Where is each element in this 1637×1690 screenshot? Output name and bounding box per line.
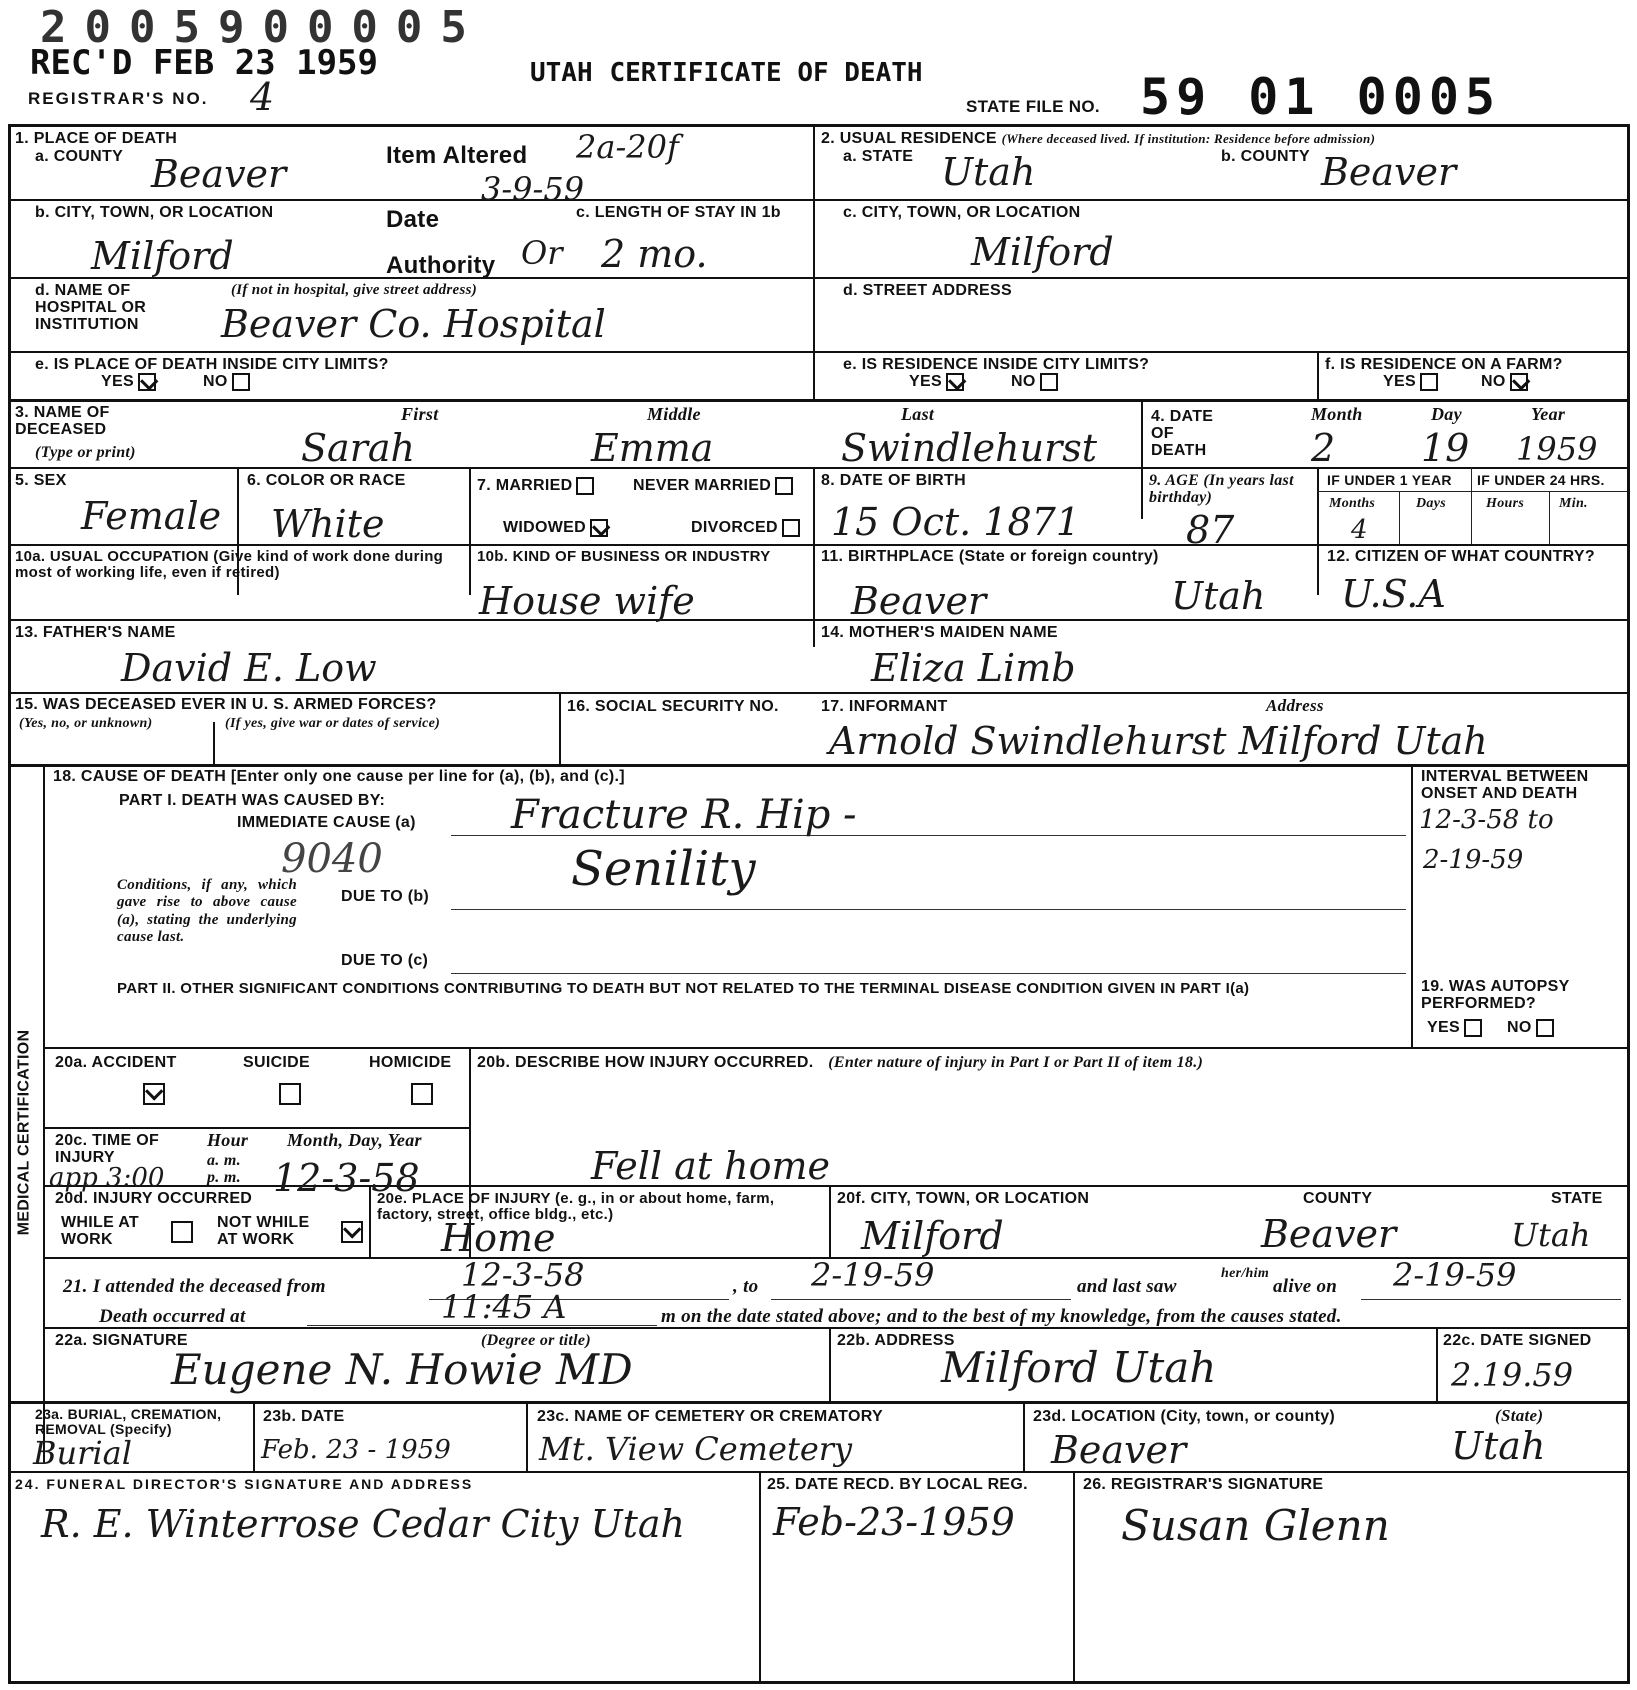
death-occurred-at-value: 11:45 A [441, 1288, 567, 1326]
autopsy-label: 19. WAS AUTOPSY PERFORMED? [1421, 978, 1570, 1012]
injury-description-value: Fell at home [591, 1144, 831, 1188]
burial-state-label: (State) [1495, 1406, 1544, 1425]
place-of-death-label: 1. PLACE OF DEATH [15, 130, 178, 147]
autopsy-yes-checkbox[interactable] [1464, 1019, 1482, 1037]
hospital-label: d. NAME OF HOSPITAL OR INSTITUTION [35, 282, 147, 333]
time-of-injury-hour: app 3:00 [49, 1163, 165, 1193]
residence-city-value: Milford [971, 230, 1114, 274]
burial-state-value: Utah [1451, 1424, 1546, 1468]
part1-label: PART I. DEATH WAS CAUSED BY: [119, 792, 386, 809]
married-text: 7. MARRIED [477, 477, 573, 495]
armed-forces-note-2: (If yes, give war or dates of service) [225, 716, 441, 731]
interval-value-1: 12-3-58 to [1419, 805, 1554, 835]
physician-signature: Eugene N. Howie MD [171, 1345, 633, 1394]
interval-value-2: 2-19-59 [1423, 845, 1524, 875]
death-inside-yes [101, 373, 156, 391]
degree-label: (Degree or title) [481, 1332, 591, 1349]
deceased-name-label: 3. NAME OF DECEASED [15, 404, 110, 438]
medical-certification-side-label: MEDICAL CERTIFICATION [15, 1029, 33, 1236]
stay-label: c. LENGTH OF STAY IN 1b [576, 204, 781, 221]
death-city-value: Milford [91, 234, 234, 278]
title-main: CERTIFICATE OF DEATH [609, 58, 923, 88]
never-married-text: NEVER MARRIED [633, 477, 772, 495]
alteration-date-value: 3-9-59 [481, 170, 585, 208]
months-value: 4 [1351, 515, 1368, 545]
time-of-injury-label: 20c. TIME OF INJURY [55, 1132, 160, 1166]
widowed-text: WIDOWED [503, 519, 586, 537]
deceased-name-note: (Type or print) [35, 444, 136, 461]
burial-date-value: Feb. 23 - 1959 [261, 1435, 451, 1465]
married-label [477, 477, 594, 495]
due-to-b-label: DUE TO (b) [341, 888, 430, 905]
married-checkbox[interactable] [576, 477, 594, 495]
residence-state-label: a. STATE [843, 148, 914, 165]
farm-label: f. IS RESIDENCE ON A FARM? [1325, 356, 1563, 373]
informant-label: 17. INFORMANT [821, 698, 948, 715]
authority-value: Or [521, 234, 563, 272]
no-label: NO [203, 373, 228, 391]
yes-label: YES [909, 373, 942, 391]
farm-yes-checkbox[interactable] [1420, 373, 1438, 391]
death-inside-no [203, 373, 250, 391]
burial-method-label: 23a. BURIAL, CREMATION, REMOVAL (Specify) [35, 1406, 222, 1437]
suicide-checkbox[interactable] [279, 1083, 301, 1105]
divorced-label [691, 519, 800, 537]
age-label: 9. AGE (In years last birthday) [1149, 472, 1294, 506]
never-married-label [633, 477, 793, 495]
death-inside-no-checkbox[interactable] [232, 373, 250, 391]
death-county-value: Beaver [151, 152, 287, 196]
injury-state-label: STATE [1551, 1190, 1603, 1207]
cause-of-death-label: 18. CAUSE OF DEATH [Enter only one cause per line for (a), (b), and (c).] [53, 768, 625, 785]
residence-county-value: Beaver [1321, 150, 1457, 194]
injury-description-note: (Enter nature of injury in Part I or Part II of item 18.) [828, 1054, 1204, 1071]
physician-address-value: Milford Utah [941, 1343, 1217, 1392]
alteration-date-label: Date [386, 206, 440, 233]
attended-from-value: 12-3-58 [461, 1256, 585, 1294]
dob-value: 15 Oct. 1871 [831, 500, 1081, 544]
birthplace-city-value: Beaver [851, 579, 987, 623]
no-label: NO [1011, 373, 1036, 391]
date-signed-label: 22c. DATE SIGNED [1443, 1332, 1592, 1349]
due-to-b-value: Senility [571, 841, 756, 897]
death-occurred-at-label: Death occurred at [99, 1306, 246, 1327]
injury-county-value: Beaver [1261, 1212, 1397, 1256]
under-1-year-label: IF UNDER 1 YEAR [1327, 472, 1452, 488]
registrar-no-value: 4 [250, 75, 275, 119]
burial-date-label: 23b. DATE [263, 1408, 345, 1425]
yes-label: YES [101, 373, 134, 391]
registrar-no-label: REGISTRAR'S NO. [28, 89, 209, 108]
father-name-label: 13. FATHER'S NAME [15, 624, 176, 641]
injury-state-value: Utah [1511, 1216, 1591, 1254]
residence-inside-limits-label: e. IS RESIDENCE INSIDE CITY LIMITS? [843, 356, 1150, 373]
dod-year-value: 1959 [1516, 430, 1598, 468]
homicide-label: HOMICIDE [369, 1054, 452, 1071]
widowed-label [503, 519, 608, 537]
months-label: Months [1329, 496, 1376, 511]
alive-on-label: alive on [1273, 1276, 1338, 1297]
armed-forces-label: 15. WAS DECEASED EVER IN U. S. ARMED FORCES? [15, 696, 437, 713]
injury-city-value: Milford [861, 1214, 1004, 1258]
yes-label: YES [1383, 373, 1416, 391]
days-label: Days [1416, 496, 1446, 511]
cemetery-value: Mt. View Cemetery [539, 1430, 853, 1468]
title-state: UTAH [530, 58, 593, 88]
stay-value: 2 mo. [601, 232, 708, 276]
residence-inside-yes-checkbox[interactable] [946, 373, 964, 391]
residence-inside-yes [909, 373, 964, 391]
hour-label: Hour [207, 1130, 249, 1150]
month-day-year-label: Month, Day, Year [287, 1130, 422, 1150]
date-signed-value: 2.19.59 [1451, 1356, 1574, 1394]
street-address-label: d. STREET ADDRESS [843, 282, 1012, 299]
ampm-label: a. m. p. m. [207, 1152, 241, 1186]
not-while-at-work-checkbox[interactable] [341, 1221, 363, 1243]
armed-forces-note-1: (Yes, no, or unknown) [19, 716, 153, 731]
hospital-note: (If not in hospital, give street address) [231, 282, 478, 298]
birthplace-label: 11. BIRTHPLACE (State or foreign country) [821, 548, 1159, 565]
attended-to-value: 2-19-59 [811, 1256, 935, 1294]
residence-county-label: b. COUNTY [1221, 148, 1310, 165]
residence-label [821, 131, 1375, 148]
widowed-checkbox[interactable] [590, 519, 608, 537]
autopsy-yes [1427, 1019, 1482, 1037]
injury-city-label: 20f. CITY, TOWN, OR LOCATION [837, 1190, 1090, 1207]
autopsy-no [1507, 1019, 1554, 1037]
suicide-label: SUICIDE [243, 1054, 310, 1071]
place-of-injury-label: 20e. PLACE OF INJURY (e. g., in or about home, farm, factory, street, office bldg., etc.) [377, 1190, 775, 1223]
injury-county-label: COUNTY [1303, 1190, 1373, 1207]
father-name-value: David E. Low [121, 646, 377, 690]
accident-checkbox[interactable] [143, 1083, 165, 1105]
residence-state-value: Utah [941, 150, 1036, 194]
birthplace-state-value: Utah [1171, 574, 1266, 618]
death-inside-yes-checkbox[interactable] [138, 373, 156, 391]
while-at-work-label: WHILE AT WORK [61, 1214, 139, 1248]
mother-name-value: Eliza Limb [871, 646, 1076, 690]
informant-value: Arnold Swindlehurst Milford Utah [829, 719, 1488, 763]
date-recd-label: 25. DATE RECD. BY LOCAL REG. [767, 1476, 1028, 1493]
homicide-checkbox[interactable] [411, 1083, 433, 1105]
attended-label: 21. I attended the deceased from [63, 1276, 326, 1297]
state-file-label: STATE FILE NO. [966, 97, 1100, 116]
dod-month-label: Month [1311, 404, 1363, 424]
hours-label: Hours [1486, 496, 1525, 511]
dod-day-label: Day [1431, 404, 1462, 424]
business-label: 10b. KIND OF BUSINESS OR INDUSTRY [477, 548, 771, 565]
physician-address-label: 22b. ADDRESS [837, 1332, 955, 1349]
sex-value: Female [81, 494, 222, 538]
autopsy-no-checkbox[interactable] [1536, 1019, 1554, 1037]
death-county-label: a. COUNTY [35, 148, 124, 165]
due-to-c-label: DUE TO (c) [341, 952, 429, 969]
injury-description-label [477, 1055, 1203, 1072]
burial-location-value: Beaver [1051, 1428, 1187, 1472]
farm-yes [1383, 373, 1438, 391]
farm-no [1481, 373, 1528, 391]
interval-label: INTERVAL BETWEEN ONSET AND DEATH [1421, 768, 1589, 802]
date-of-death-label: 4. DATE OF DEATH [1151, 408, 1214, 459]
time-of-injury-date: 12-3-58 [273, 1156, 420, 1200]
signature-label: 22a. SIGNATURE [55, 1332, 188, 1349]
place-of-injury-value: Home [441, 1216, 556, 1260]
middle-name-value: Emma [591, 426, 714, 470]
certificate-title [530, 55, 923, 88]
age-value: 87 [1186, 508, 1235, 552]
no-label: NO [1507, 1019, 1532, 1037]
informant-address-label: Address [1266, 696, 1324, 715]
residence-city-label: c. CITY, TOWN, OR LOCATION [843, 204, 1081, 221]
injury-occurred-label: 20d. INJURY OCCURRED [55, 1190, 253, 1207]
residence-note: (Where deceased lived. If institution: Residence before admission) [1001, 131, 1376, 146]
authority-label: Authority [386, 252, 496, 279]
cemetery-label: 23c. NAME OF CEMETERY OR CREMATORY [537, 1408, 883, 1425]
citizen-label: 12. CITIZEN OF WHAT COUNTRY? [1327, 548, 1595, 565]
under-24-hrs-label: IF UNDER 24 HRS. [1477, 472, 1605, 488]
funeral-director-value: R. E. Winterrose Cedar City Utah [41, 1502, 685, 1546]
residence-inside-no-checkbox[interactable] [1040, 373, 1058, 391]
dod-year-label: Year [1531, 404, 1566, 424]
occupation-label: 10a. USUAL OCCUPATION (Give kind of work done during most of working life, even if retired) [15, 548, 444, 581]
burial-method-value: Burial [33, 1434, 132, 1472]
accident-label: 20a. ACCIDENT [55, 1054, 177, 1071]
no-label: NO [1481, 373, 1506, 391]
race-value: White [271, 502, 385, 546]
while-at-work-checkbox[interactable] [171, 1221, 193, 1243]
farm-no-checkbox[interactable] [1510, 373, 1528, 391]
dod-day-value: 19 [1421, 426, 1470, 470]
registrar-signature-value: Susan Glenn [1121, 1501, 1390, 1550]
immediate-cause-value: Fracture R. Hip - [511, 792, 857, 838]
first-label: First [401, 404, 439, 424]
item-altered-value: 2a-20f [576, 128, 679, 166]
date-recd-value: Feb-23-1959 [773, 1500, 1015, 1544]
certificate-form [8, 124, 1630, 1684]
received-stamp: REC'D FEB 23 1959 [30, 43, 378, 83]
dob-label: 8. DATE OF BIRTH [821, 472, 966, 489]
race-label: 6. COLOR OR RACE [247, 472, 406, 489]
death-occurred-suffix: m on the date stated above; and to the best of my knowledge, from the causes stated. [661, 1306, 1342, 1327]
stamp-number: 2005900005 [40, 2, 485, 53]
part2-label: PART II. OTHER SIGNIFICANT CONDITIONS CONTRIBUTING TO DEATH BUT NOT RELATED TO THE TERMINAL DISEASE CONDITION GIVEN IN PART I(a) [117, 980, 1250, 997]
state-file-value: 59 01 0005 [1140, 68, 1502, 126]
injury-description-label-text: 20b. DESCRIBE HOW INJURY OCCURRED. [477, 1054, 814, 1071]
item-altered-label: Item Altered [386, 142, 528, 169]
residence-label-text: 2. USUAL RESIDENCE [821, 130, 997, 147]
burial-location-label: 23d. LOCATION (City, town, or county) [1033, 1408, 1336, 1425]
never-married-checkbox[interactable] [775, 477, 793, 495]
divorced-checkbox[interactable] [782, 519, 800, 537]
to-label: , to [733, 1276, 759, 1297]
last-label: Last [901, 404, 935, 424]
mother-name-label: 14. MOTHER'S MAIDEN NAME [821, 624, 1058, 641]
funeral-director-label: 24. FUNERAL DIRECTOR'S SIGNATURE AND ADDRESS [15, 1476, 474, 1492]
dod-month-value: 2 [1311, 426, 1336, 470]
last-name-value: Swindlehurst [841, 426, 1098, 470]
registrar-signature-label: 26. REGISTRAR'S SIGNATURE [1083, 1476, 1324, 1493]
her-him-label: her/him [1221, 1266, 1270, 1281]
yes-label: YES [1427, 1019, 1460, 1037]
citizen-value: U.S.A [1341, 572, 1446, 616]
min-label: Min. [1559, 496, 1588, 511]
death-city-label: b. CITY, TOWN, OR LOCATION [35, 204, 274, 221]
last-saw-value: 2-19-59 [1393, 1256, 1517, 1294]
cause-code: 9040 [281, 836, 383, 882]
residence-inside-no [1011, 373, 1058, 391]
divorced-text: DIVORCED [691, 519, 778, 537]
ssn-label: 16. SOCIAL SECURITY NO. [567, 698, 779, 715]
immediate-cause-label: IMMEDIATE CAUSE (a) [237, 814, 416, 831]
hospital-value: Beaver Co. Hospital [221, 302, 606, 346]
last-saw-label: and last saw [1077, 1276, 1177, 1297]
death-inside-limits-label: e. IS PLACE OF DEATH INSIDE CITY LIMITS? [35, 356, 389, 373]
conditions-note: Conditions, if any, which gave rise to above cause (a), stating the underlying cause last. [117, 877, 297, 945]
first-name-value: Sarah [301, 426, 415, 470]
sex-label: 5. SEX [15, 472, 67, 489]
not-while-at-work-label: NOT WHILE AT WORK [217, 1214, 310, 1248]
business-value: House wife [479, 579, 695, 623]
middle-label: Middle [647, 404, 701, 424]
